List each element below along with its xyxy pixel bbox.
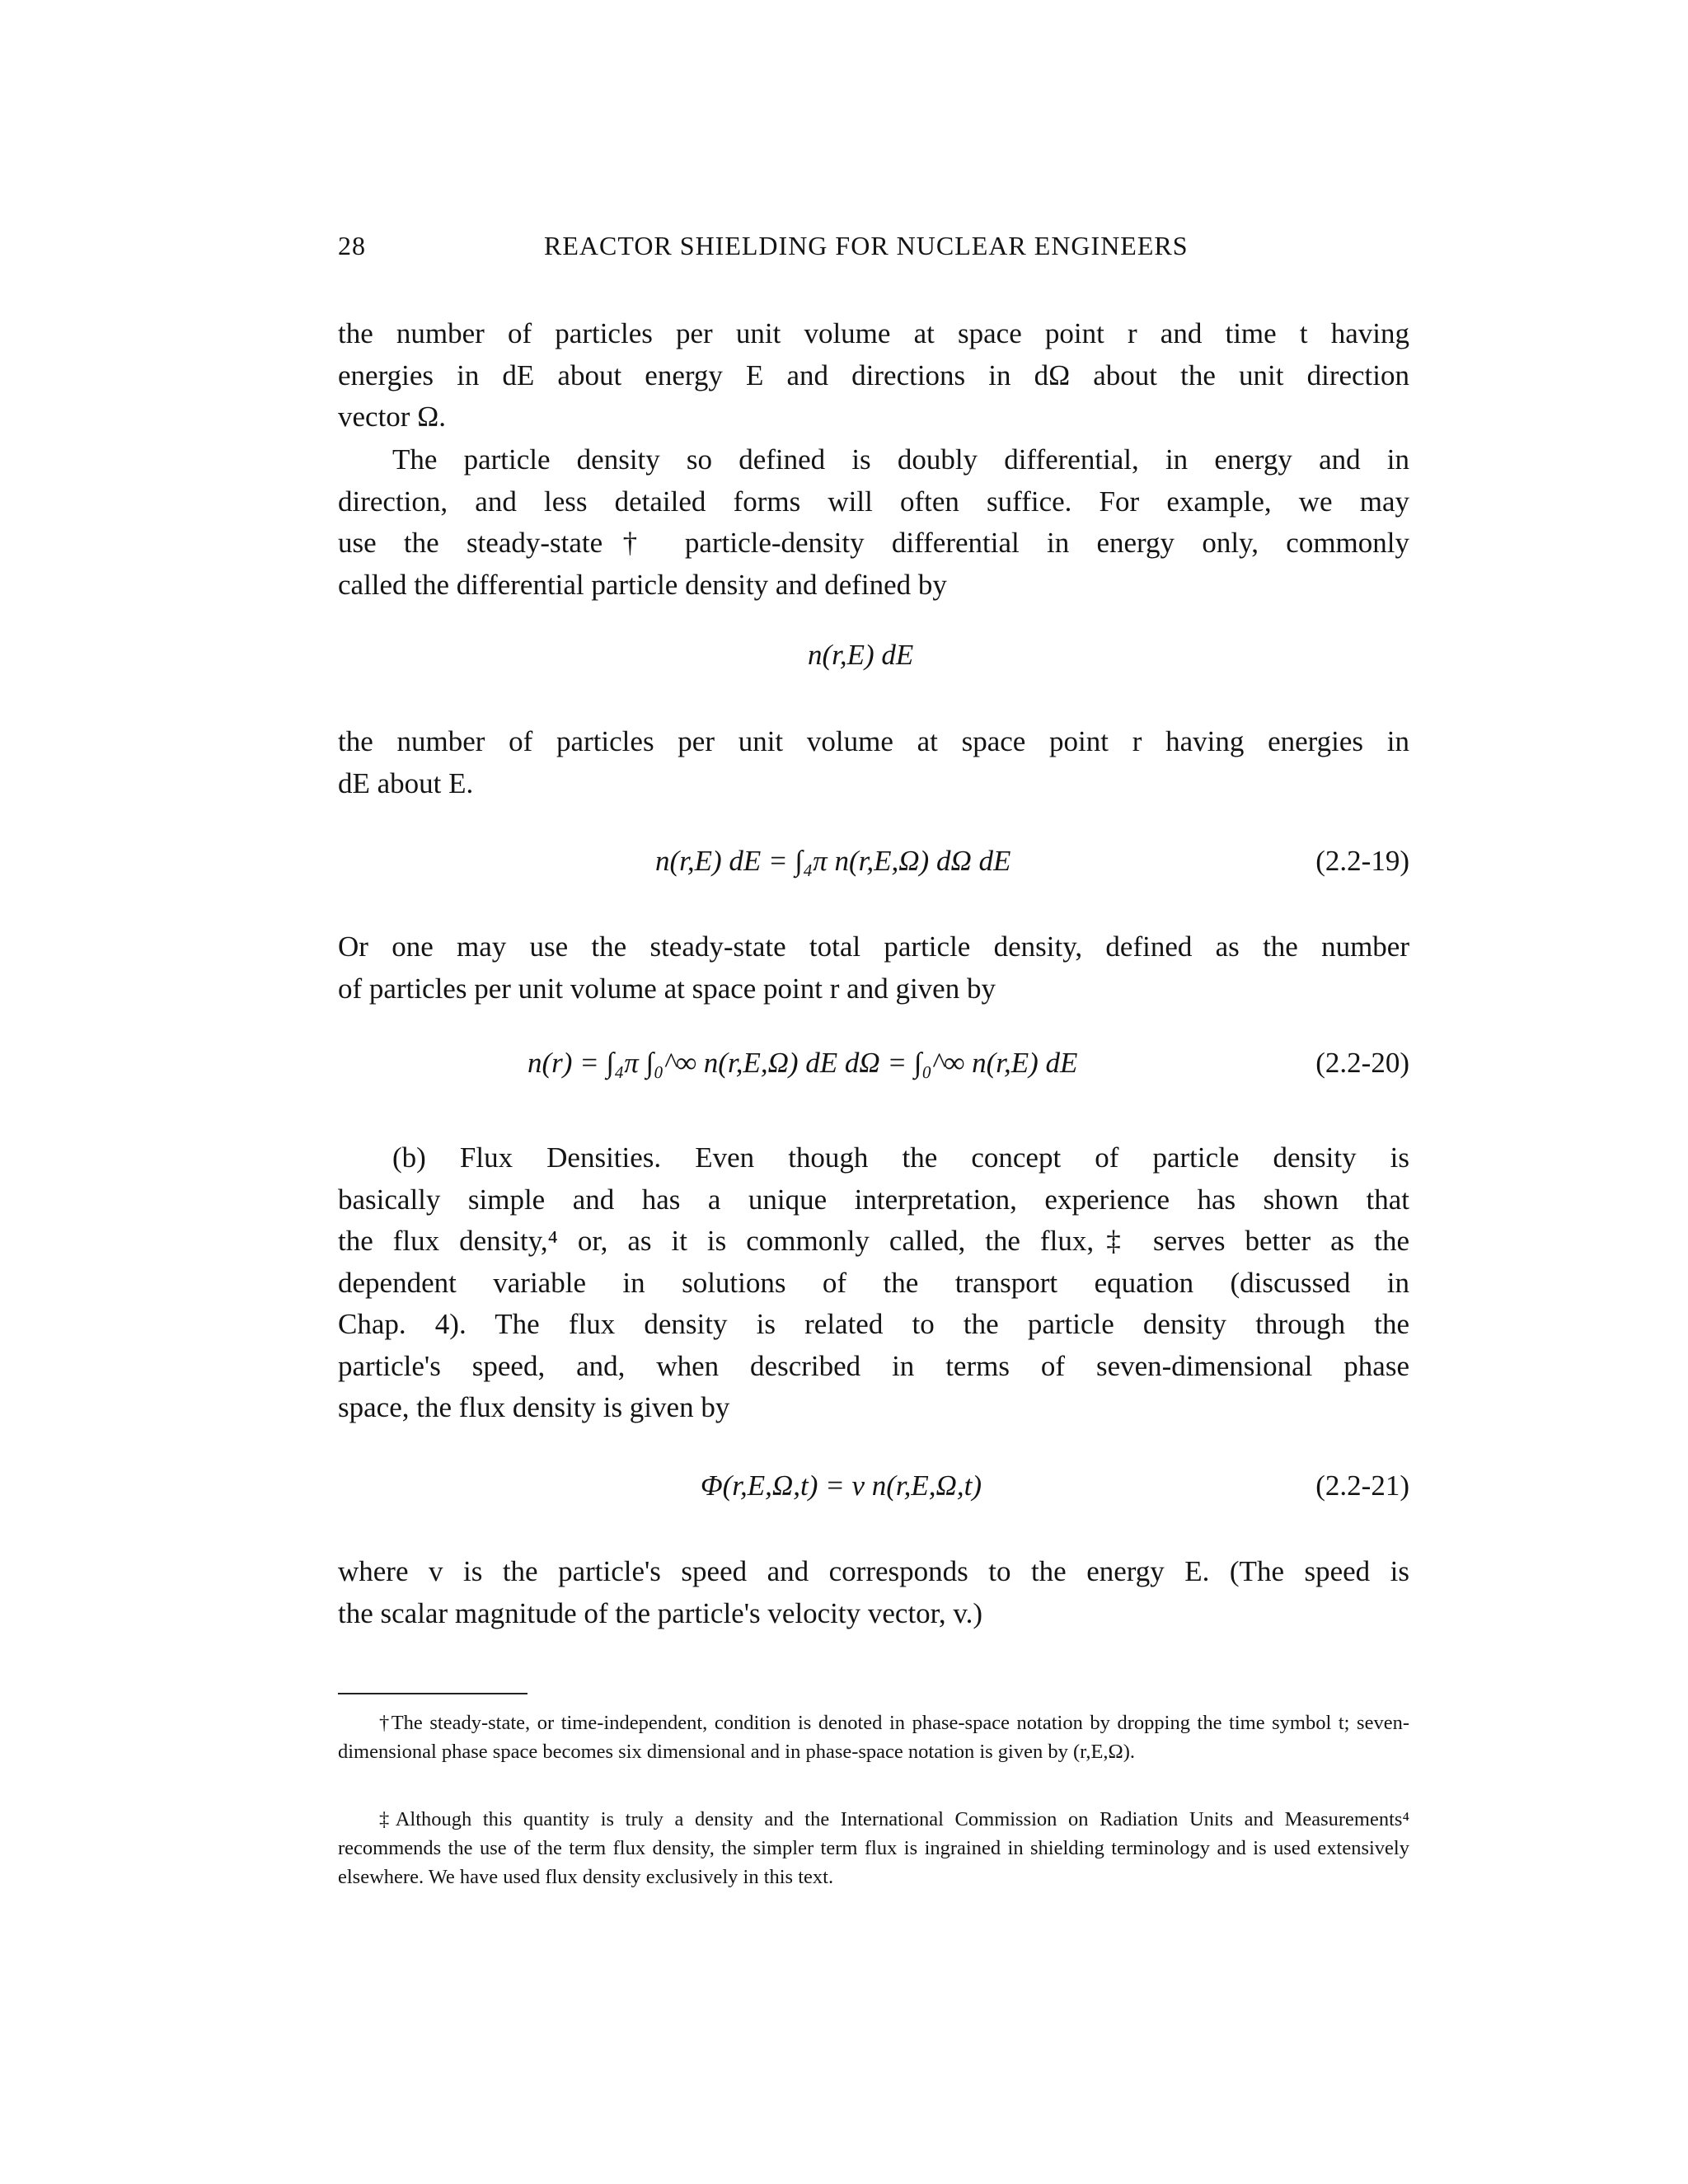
equation-2-2-21 bbox=[338, 1469, 1409, 1511]
text-line: of particles per unit volume at space point r and given by bbox=[338, 972, 996, 1005]
equation-n-r-e bbox=[338, 639, 1409, 680]
text-line: use the steady-state† particle-density differential in energy only, commonly bbox=[338, 527, 1409, 559]
paragraph-1 bbox=[338, 313, 1409, 438]
text-line: The particle density so defined is doubly differential, in energy and in bbox=[392, 443, 1409, 476]
footnote-2: ‡Although this quantity is truly a density and the International Commission on Radiation Units and Measurements⁴ recommends the use of the term flux density, the simpler term flux is ingrained in shielding terminology and is used extensively elsewhere. We have used flux density exclusively in this text. bbox=[338, 1808, 1409, 1888]
footnote-1: †The steady-state, or time-independent, condition is denoted in phase-space notation by dropping the time symbol t; seven-dimensional phase space becomes six dimensional and in phase-space notation is given by (r,E,Ω). bbox=[338, 1712, 1409, 1763]
paragraph-5 bbox=[338, 1137, 1409, 1429]
text-line: the number of particles per unit volume at space point r and time t having bbox=[338, 317, 1409, 349]
text-line: dependent variable in solutions of the transport equation (discussed in bbox=[338, 1266, 1409, 1299]
paragraph-2 bbox=[338, 439, 1409, 606]
text-line: called the differential particle density and defined by bbox=[338, 568, 947, 601]
page-number: 28 bbox=[338, 231, 366, 260]
text-line: Or one may use the steady-state total particle density, defined as the number bbox=[338, 930, 1409, 963]
equation-expression: Φ(r,E,Ω,t) = v n(r,E,Ω,t) bbox=[701, 1469, 982, 1502]
text-line: (b) Flux Densities. Even though the concept of particle density is bbox=[392, 1141, 1409, 1174]
text-line: basically simple and has a unique interpretation, experience has shown that bbox=[338, 1183, 1409, 1216]
equation-number: (2.2-20) bbox=[1315, 1047, 1409, 1079]
equation-expression: n(r,E) dE = ∫₄π n(r,E,Ω) dΩ dE bbox=[655, 845, 1011, 877]
equation-number: (2.2-19) bbox=[1315, 845, 1409, 877]
equation-number: (2.2-21) bbox=[1315, 1469, 1409, 1502]
equation-2-2-19 bbox=[338, 845, 1409, 886]
running-title: REACTOR SHIELDING FOR NUCLEAR ENGINEERS bbox=[544, 231, 1189, 260]
text-line: the scalar magnitude of the particle's velocity vector, v.) bbox=[338, 1596, 983, 1629]
paragraph-6 bbox=[338, 1551, 1409, 1634]
equation-expression: n(r) = ∫₄π ∫₀^∞ n(r,E,Ω) dE dΩ = ∫₀^∞ n(r,E) dE bbox=[528, 1047, 1078, 1079]
text-line: the flux density,⁴ or, as it is commonly called, the flux,‡ serves better as the bbox=[338, 1225, 1409, 1257]
paragraph-3 bbox=[338, 721, 1409, 804]
text-line: energies in dE about energy E and directions in dΩ about the unit direction bbox=[338, 359, 1409, 391]
paragraph-4 bbox=[338, 926, 1409, 1010]
equation-expression: n(r,E) dE bbox=[808, 639, 914, 671]
footnote-rule bbox=[338, 1693, 528, 1694]
text-line: direction, and less detailed forms will often suffice. For example, we may bbox=[338, 485, 1409, 518]
equation-2-2-20 bbox=[338, 1047, 1409, 1088]
text-line: Chap. 4). The flux density is related to the particle density through the bbox=[338, 1308, 1409, 1340]
text-line: particle's speed, and, when described in terms of seven-dimensional phase bbox=[338, 1349, 1409, 1382]
text-line: where v is the particle's speed and corresponds to the energy E. (The speed is bbox=[338, 1555, 1409, 1587]
text-line: vector Ω. bbox=[338, 401, 446, 433]
text-line: the number of particles per unit volume at space point r having energies in bbox=[338, 725, 1409, 757]
text-line: dE about E. bbox=[338, 766, 474, 799]
text-line: space, the flux density is given by bbox=[338, 1391, 730, 1423]
